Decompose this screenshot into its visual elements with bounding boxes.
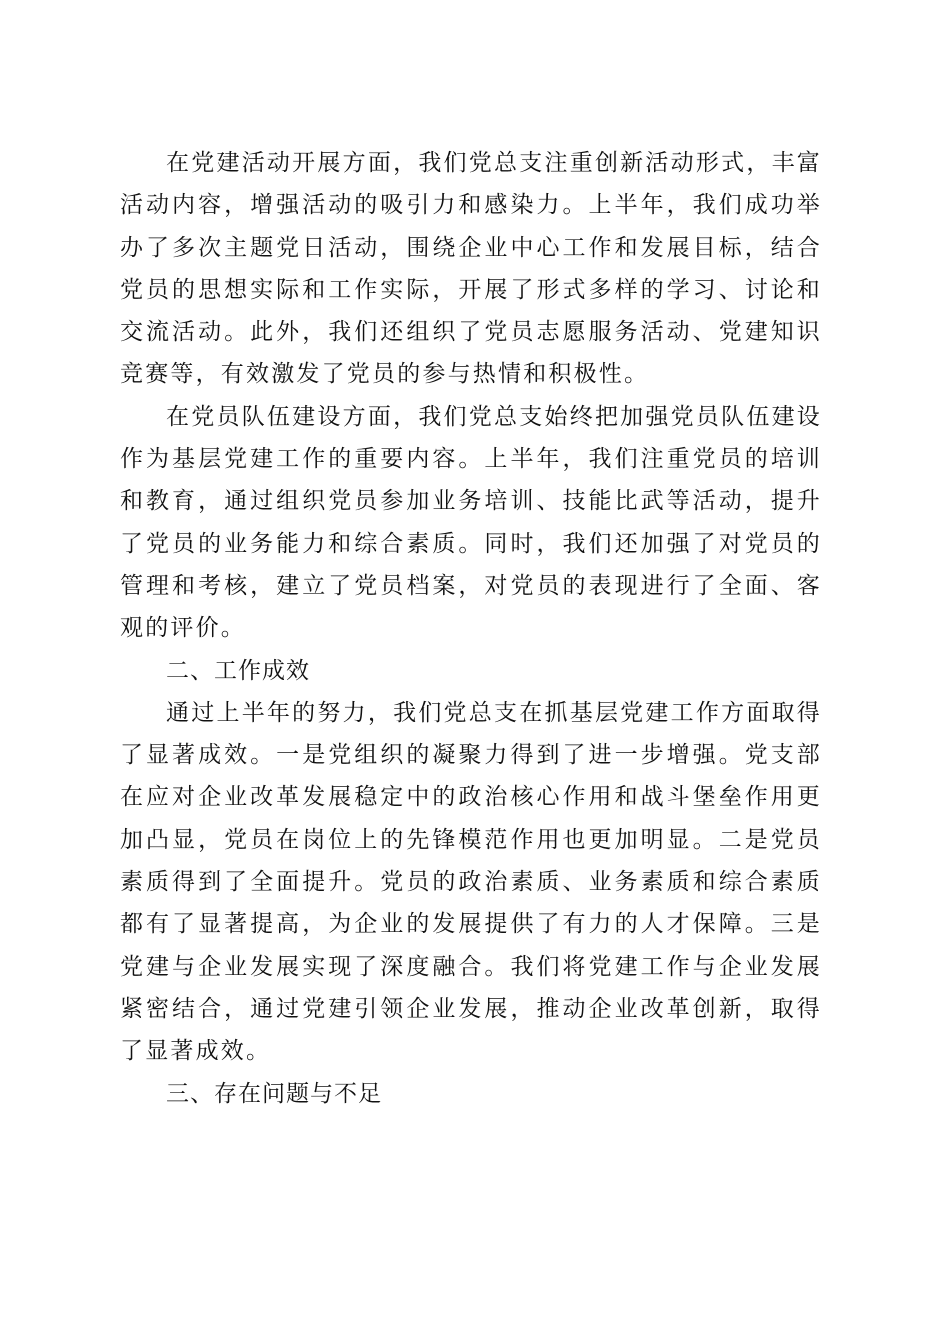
paragraph-work-results: 通过上半年的努力，我们党总支在抓基层党建工作方面取得了显著成效。一是党组织的凝聚力得到了进一步增强。党支部在应对企业改革发展稳定中的政治核心作用和战斗堡垒作用更加凸显，党员在岗位上的先锋模范作用也更加明显。二是党员素质得到了全面提升。党员的政治素质、业务素质和综合素质都有了显著提高，为企业的发展提供了有力的人才保障。三是党建与企业发展实现了深度融合。我们将党建工作与企业发展紧密结合，通过党建引领企业发展，推动企业改革创新，取得了显著成效。 — [120, 699, 822, 1065]
paragraph-member-team-building: 在党员队伍建设方面，我们党总支始终把加强党员队伍建设作为基层党建工作的重要内容。上半年，我们注重党员的培训和教育，通过组织党员参加业务培训、技能比武等活动，提升了党员的业务能力和综合素质。同时，我们还加强了对党员的管理和考核，建立了党员档案，对党员的表现进行了全面、客观的评价。 — [120, 403, 822, 642]
paragraph-party-activities: 在党建活动开展方面，我们党总支注重创新活动形式，丰富活动内容，增强活动的吸引力和感染力。上半年，我们成功举办了多次主题党日活动，围绕企业中心工作和发展目标，结合党员的思想实际和工作实际，开展了形式多样的学习、讨论和交流活动。此外，我们还组织了党员志愿服务活动、党建知识竞赛等，有效激发了党员的参与热情和积极性。 — [120, 150, 822, 388]
document-body — [120, 142, 822, 1115]
section-heading-problems: 三、存在问题与不足 — [166, 1080, 382, 1107]
section-heading-work-results: 二、工作成效 — [166, 657, 310, 684]
